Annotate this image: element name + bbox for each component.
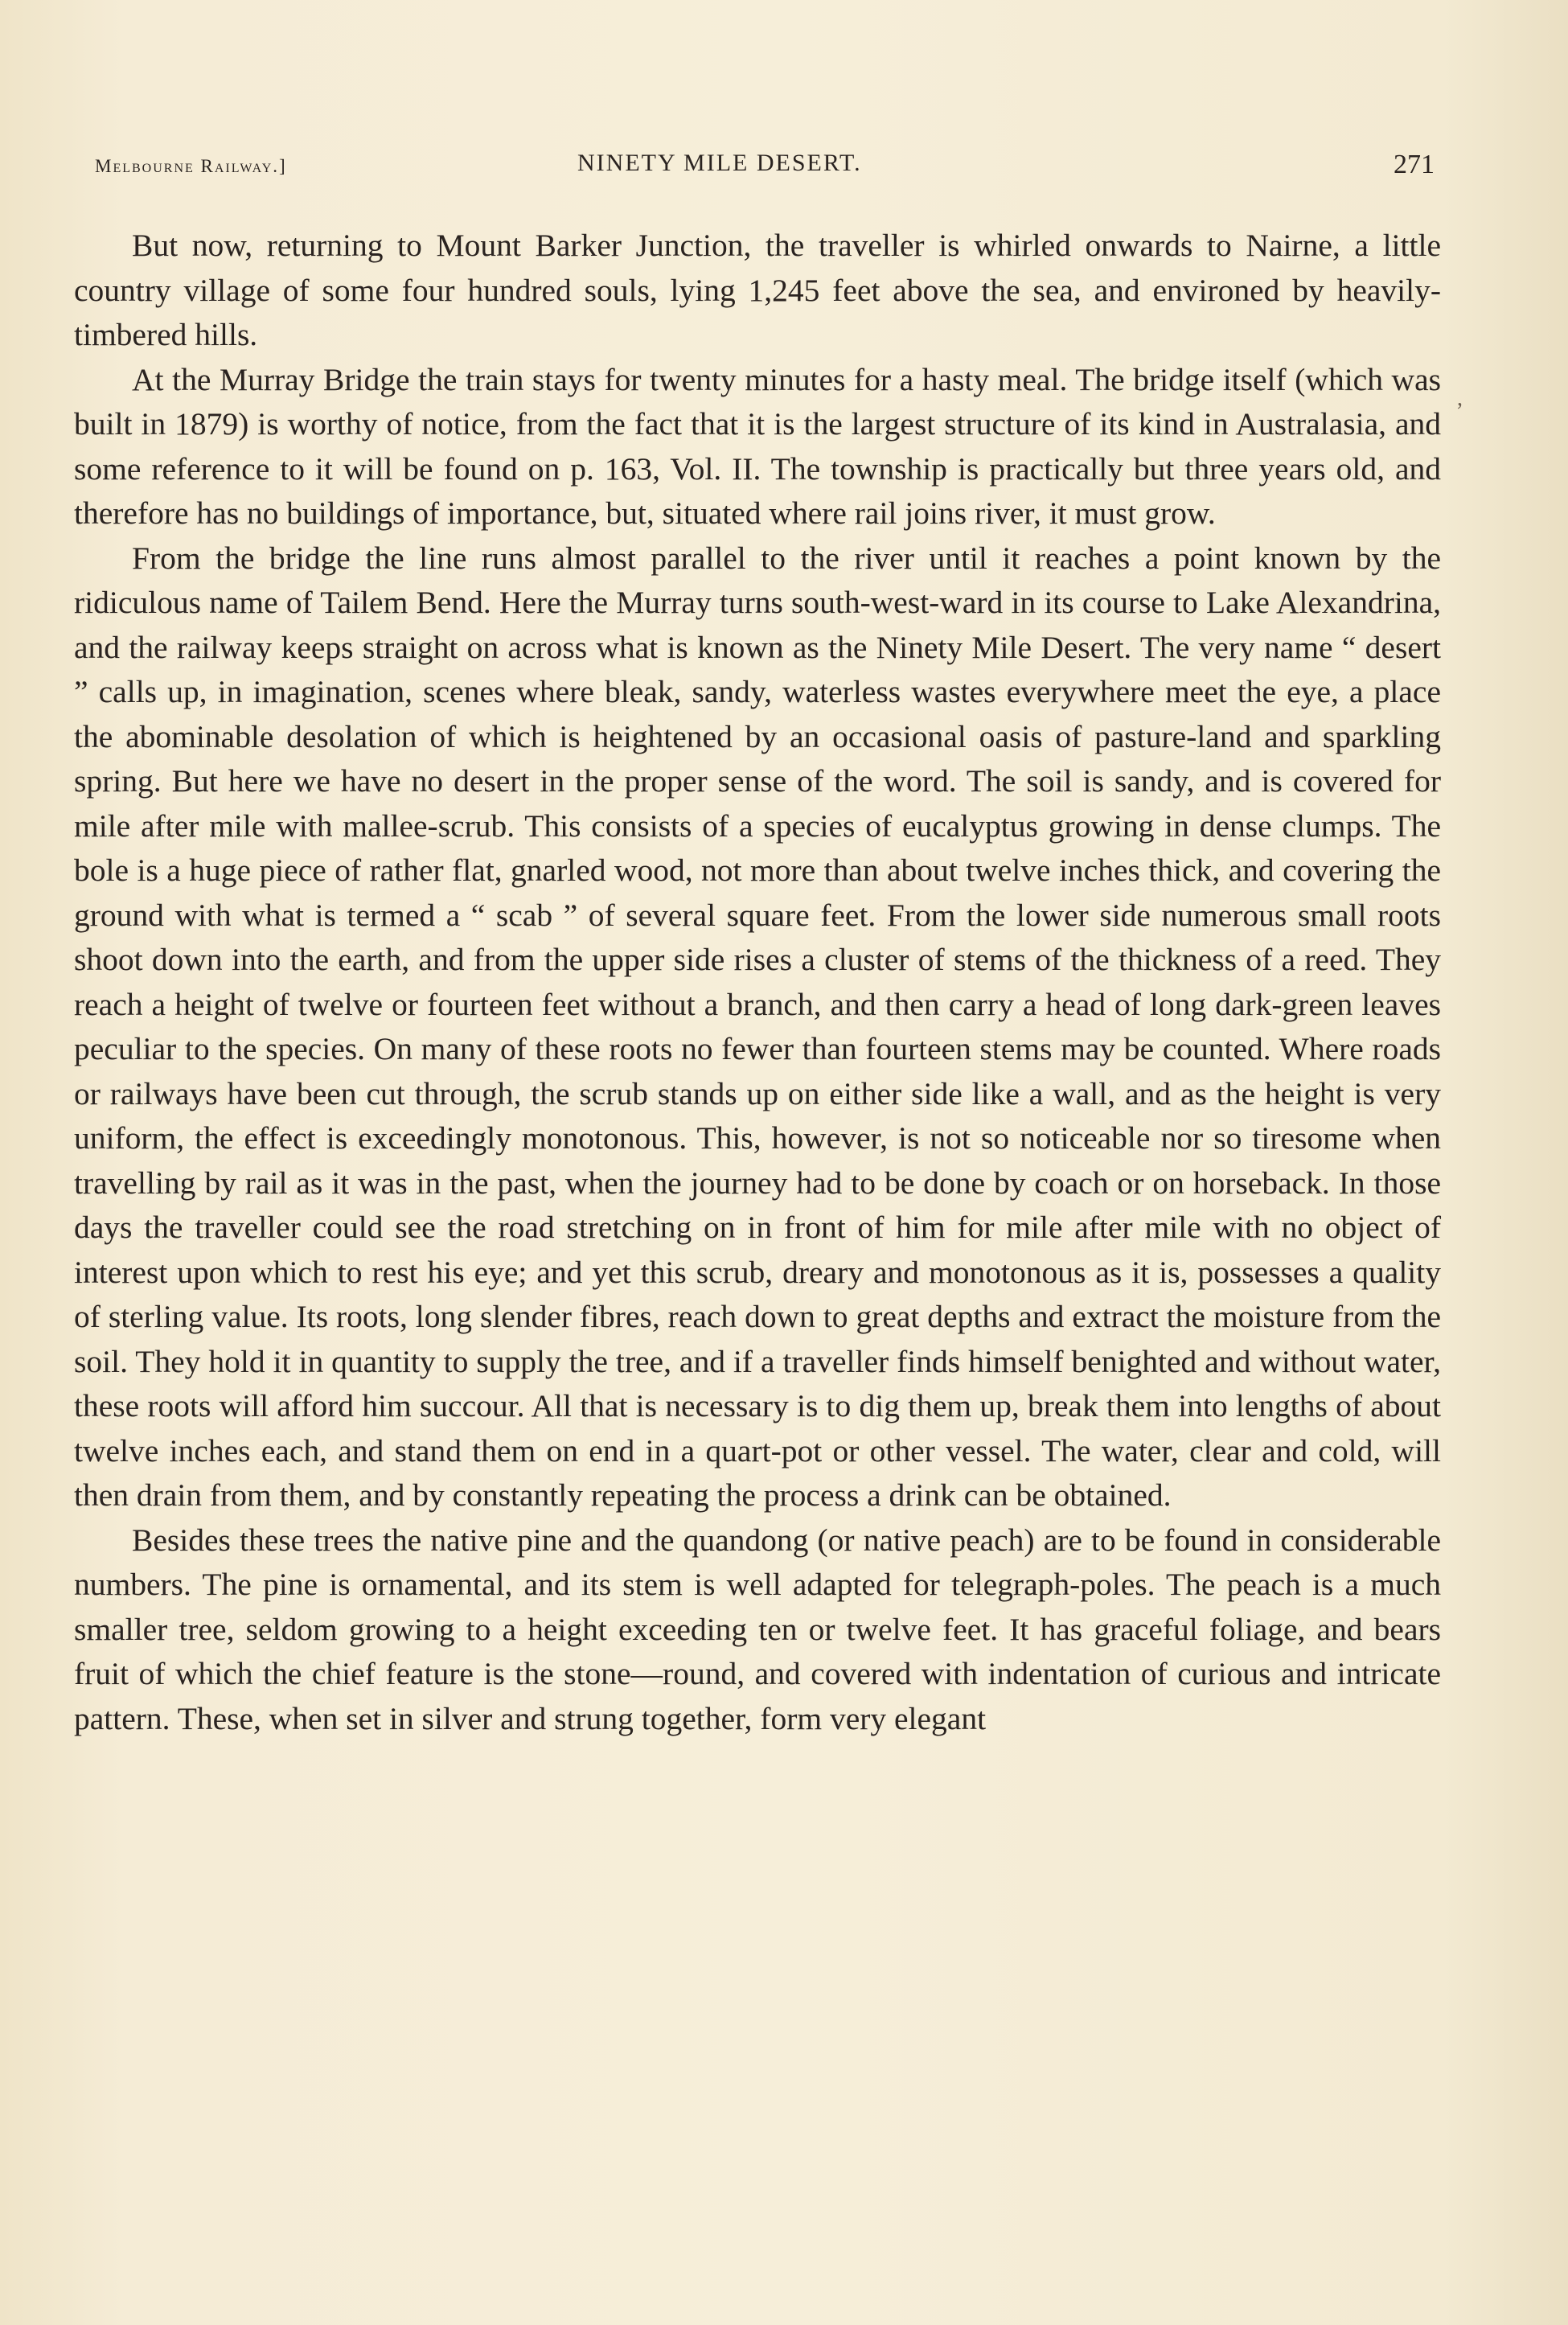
running-header (95, 150, 1435, 188)
header-section-label: Melbourne Railway.] (95, 156, 287, 176)
paragraph-2: At the Murray Bridge the train stays for twenty minutes for a hasty meal. The bridge itself (which was built in 1879) is worthy of notice, from the fact that it is the largest structure of its kind in Australasia, and some reference to it will be found on p. 163, Vol. II. The township is practically but three years old, and therefore has no buildings of importance, but, situated where rail joins river, it must grow. (74, 361, 1441, 531)
margin-mark: , (1457, 386, 1463, 411)
paragraph-4: Besides these trees the native pine and the quandong (or native peach) are to be found in considerable numbers. The pine is ornamental, and its stem is well adapted for telegraph-poles. The peach is a much smaller tree, seldom growing to a height exceeding ten or twelve feet. It has graceful foliage, and bears fruit of which the chief feature is the stone—round, and covered with indentation of curious and intricate pattern. These, when set in silver and strung together, form very elegant (74, 1522, 1441, 1736)
page-number: 271 (1394, 150, 1435, 179)
paragraph-1: But now, returning to Mount Barker Junction, the traveller is whirled onwards to Nairne, a little country village of some four hundred souls, lying 1,245 feet above the sea, and environed by heavily-timbered hills. (74, 228, 1441, 352)
body-text (74, 224, 1441, 1741)
paragraph-3: From the bridge the line runs almost parallel to the river until it reaches a point known by the ridiculous name of Tailem Bend. Here the Murray turns south-west-ward in its course to Lake Alexandrina, and the railway keeps straight on across what is known as the Ninety Mile Desert. The very name “ desert ” calls up, in imagination, scenes where bleak, sandy, waterless wastes everywhere meet the eye, a place the abominable desolation of which is heightened by an occasional oasis of pasture-land and sparkling spring. But here we have no desert in the proper sense of the word. The soil is sandy, and is covered for mile after mile with mallee-scrub. This consists of a species of eucalyptus growing in dense clumps. The bole is a huge piece of rather flat, gnarled wood, not more than about twelve inches thick, and covering the ground with what is termed a “ scab ” of several square feet. From the lower side numerous small roots shoot down into the earth, and from the upper side rises a cluster of stems of the thickness of a reed. They reach a height of twelve or fourteen feet without a branch, and then carry a head of long dark-green leaves peculiar to the species. On many of these roots no fewer than fourteen stems may be counted. Where roads or railways have been cut through, the scrub stands up on either side like a wall, and as the height is very uniform, the effect is exceedingly monotonous. This, however, is not so noticeable nor so tiresome when travelling by rail as it was in the past, when the journey had to be done by coach or on horseback. In those days the traveller could see the road stretching on in front of him for mile after mile with no object of interest upon which to rest his eye; and yet this scrub, dreary and monotonous as it is, possesses a quality of sterling value. Its roots, long slender fibres, reach down to great depths and extract the moisture from the soil. They hold it in quantity to supply the tree, and if a traveller finds himself benighted and without water, these roots will afford him succour. All that is necessary is to dig them up, break them into lengths of about twelve inches each, and stand them on end in a quart-pot or other vessel. The water, clear and cold, will then drain from them, and by constantly repeating the process a drink can be obtained. (74, 540, 1441, 1513)
header-title: NINETY MILE DESERT. (577, 150, 862, 176)
